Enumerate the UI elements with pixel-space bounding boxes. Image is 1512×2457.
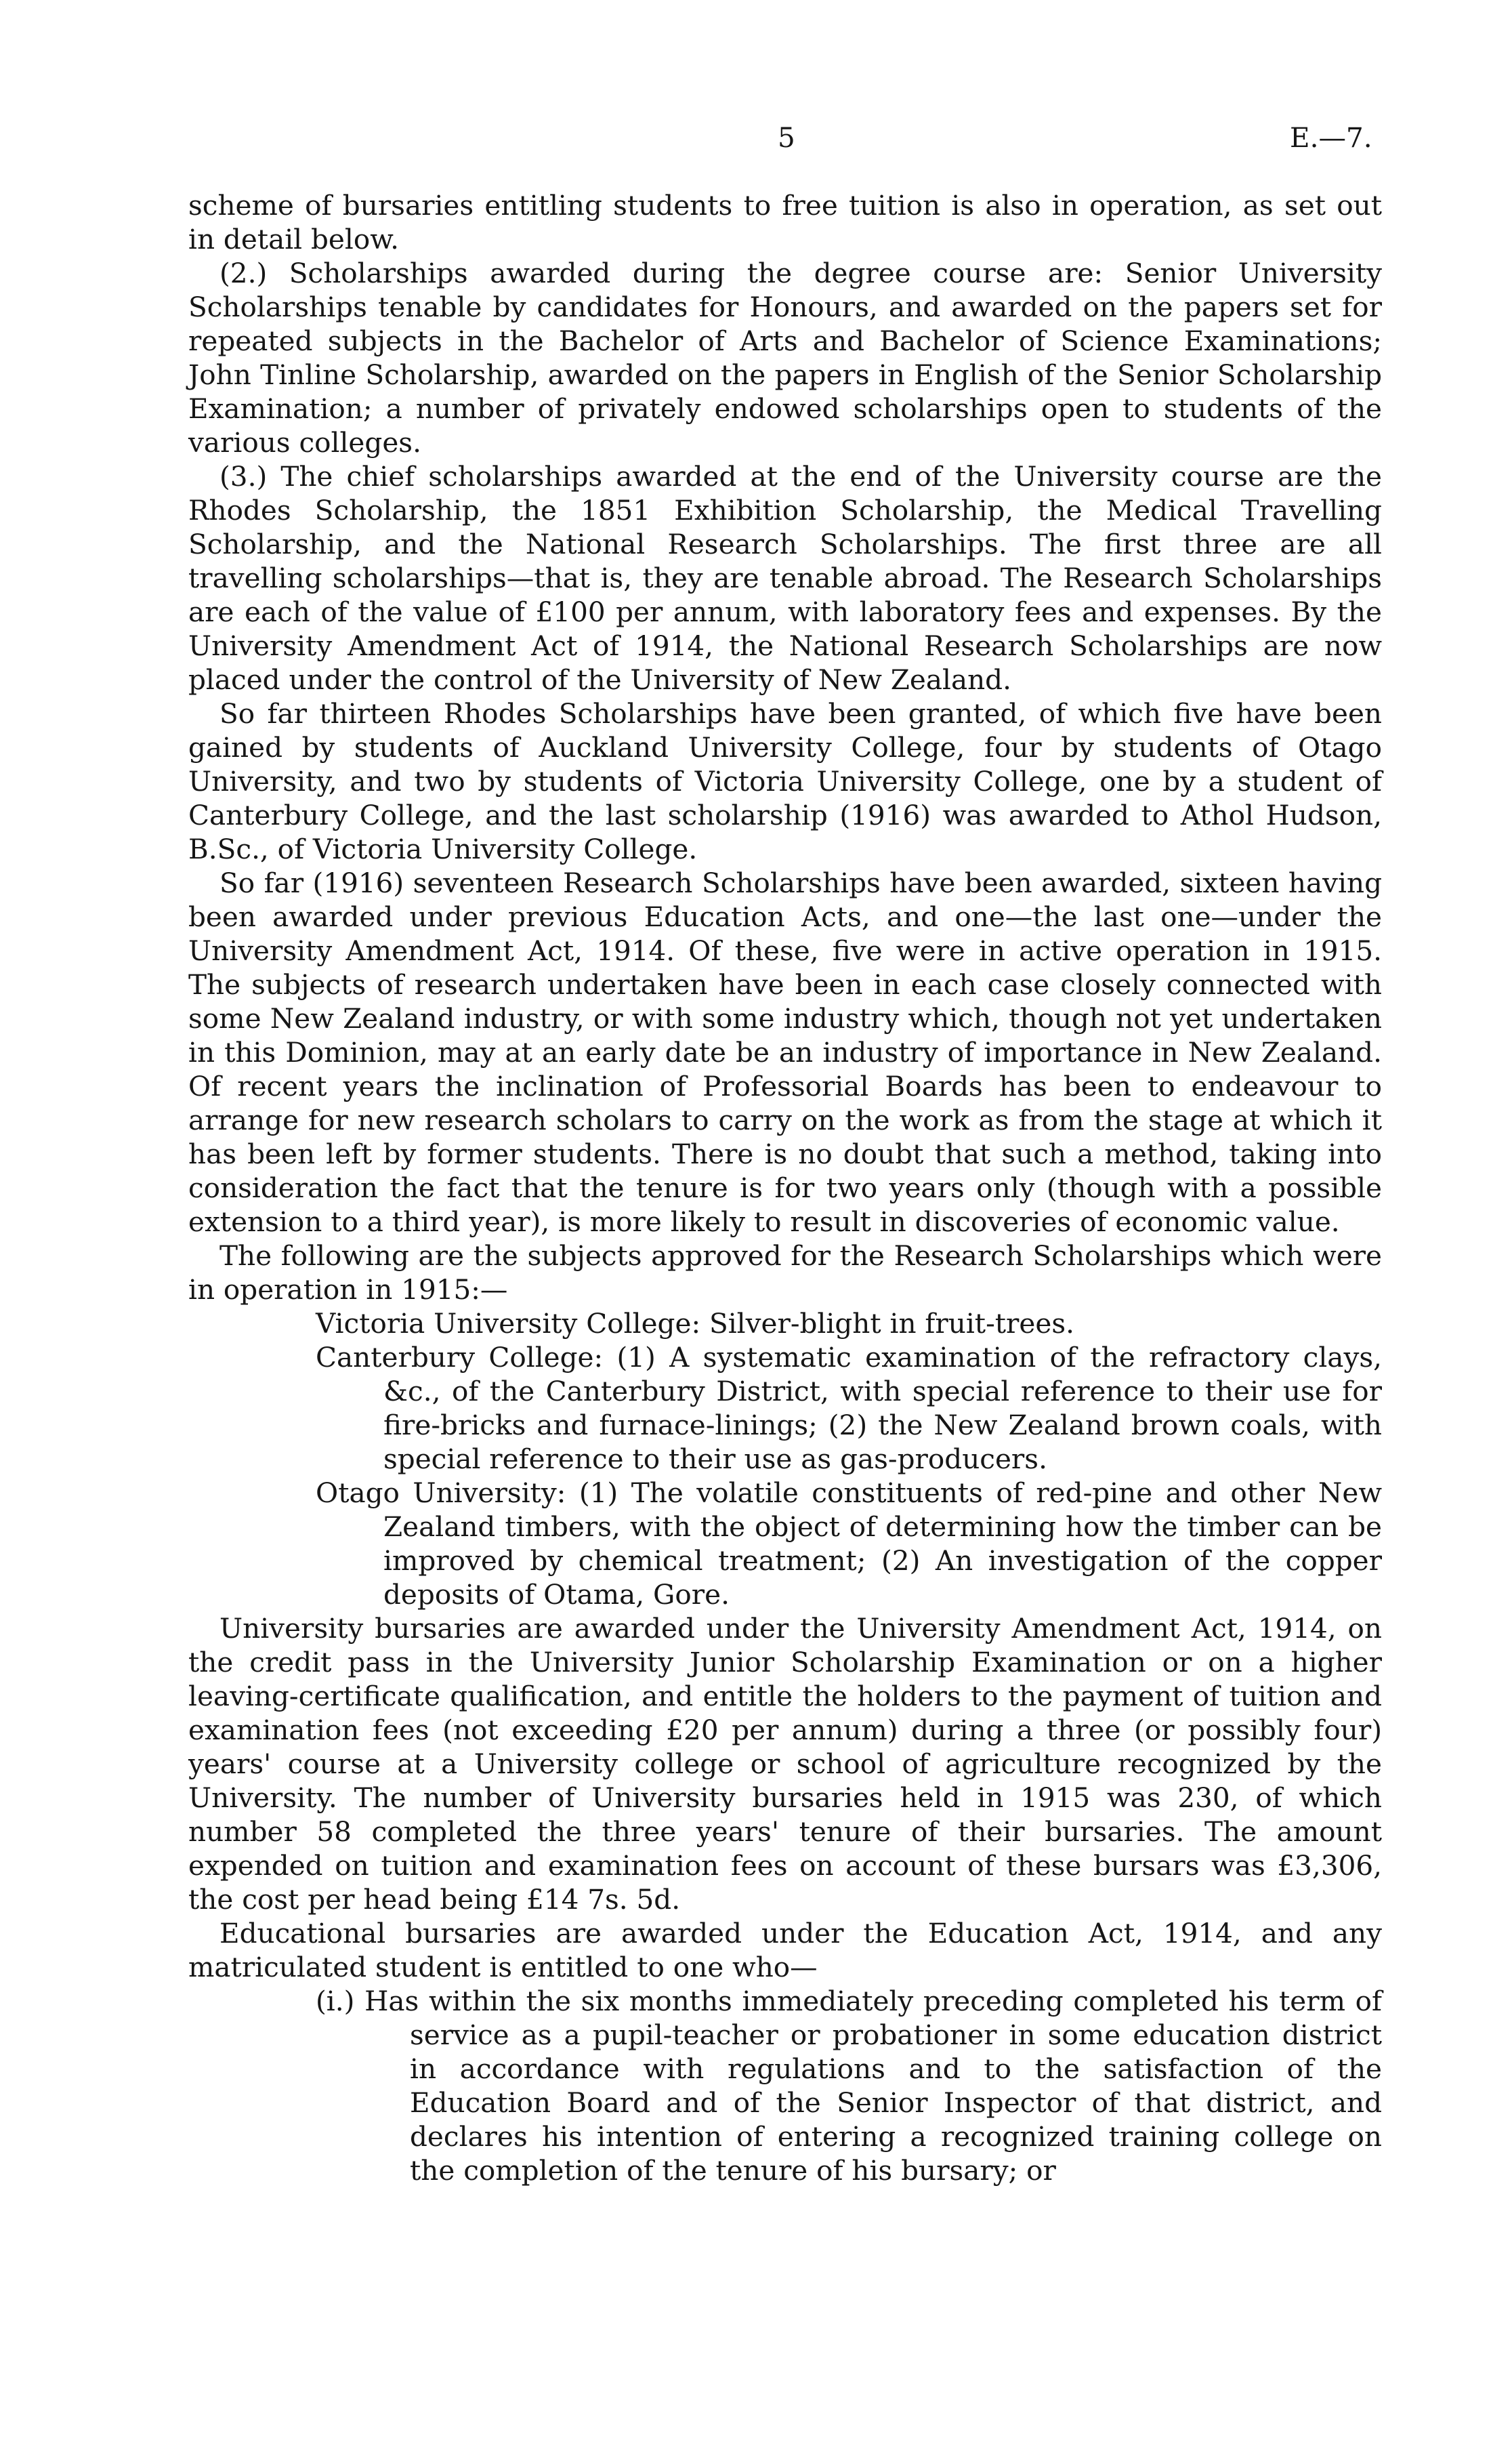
- paragraph-rhodes-scholarships: So far thirteen Rhodes Scholarships have been granted, of which five have been gained by students of Auckland University College, four by students of Otago University, and two by students of Victoria University College, one by a student of Canterbury College, and the last scholarship (1916) was awarded to Athol Hudson, B.Sc., of Victoria University College.: [188, 697, 1382, 865]
- document-reference: E.—7.: [1290, 121, 1372, 154]
- research-subject-item: Otago University: (1) The volatile constituents of red-pine and other New Zealand timbers, with the object of determining how the timber can be improved by chemical treatment; (2) An investigation of the copper deposits of Otama, Gore.: [316, 1477, 1382, 1611]
- paragraph-research-scholarships: So far (1916) seventeen Research Scholarships have been awarded, sixteen having been awarded under previous Education Acts, and one—the last one—under the University Amendment Act, 1914. Of these, five were in active operation in 1915. The subjects of research undertaken have been in each case closely connected with some New Zealand industry, or with some industry which, though not yet undertaken in this Dominion, may at an early date be an industry of importance in New Zealand. Of recent years the inclination of Professorial Boards has been to endeavour to arrange for new research scholars to carry on the work as from the stage at which it has been left by former students. There is no doubt that such a method, taking into consideration the fact that the tenure is for two years only (though with a possible extension to a third year), is more likely to result in discoveries of economic value.: [188, 867, 1382, 1238]
- paragraph-continuation: scheme of bursaries entitling students to free tuition is also in operation, as set out in detail below.: [188, 189, 1382, 255]
- bursary-condition-item: (i.) Has within the six months immediately preceding completed his term of service as a pupil-teacher or probationer in some education district in accordance with regulations and to the satisfaction of the Education Board and of the Senior Inspector of that district, and declares his intention of entering a recognized training college on the completion of the tenure of his bursary; or: [316, 1985, 1382, 2187]
- paragraph-university-bursaries: University bursaries are awarded under the University Amendment Act, 1914, on the credit pass in the University Junior Scholarship Examination or on a higher leaving-certificate qualification, and entitle the holders to the payment of tuition and examination fees (not exceeding £20 per annum) during a three (or possibly four) years' course at a University college or school of agriculture recognized by the University. The number of University bursaries held in 1915 was 230, of which number 58 completed the three years' tenure of their bursaries. The amount expended on tuition and examination fees on account of these bursars was £3,306, the cost per head being £14 7s. 5d.: [188, 1612, 1382, 1916]
- paragraph-educational-bursaries: Educational bursaries are awarded under the Education Act, 1914, and any matriculated student is entitled to one who—: [188, 1917, 1382, 1983]
- research-subjects-list: [188, 1306, 1382, 1611]
- page-number: 5: [778, 121, 795, 154]
- page-header: [0, 121, 1512, 156]
- bursary-conditions-list: [188, 1984, 1382, 2187]
- paragraph-subjects-intro: The following are the subjects approved for the Research Scholarships which were in operation in 1915:—: [188, 1239, 1382, 1306]
- document-body: [188, 188, 1382, 2187]
- research-subject-item: Victoria University College: Silver-blight in fruit-trees.: [316, 1307, 1074, 1340]
- paragraph-degree-scholarships: (2.) Scholarships awarded during the degree course are: Senior University Scholarships tenable by candidates for Honours, and awarded on the papers set for repeated subjects in the Bachelor of Arts and Bachelor of Science Examinations; John Tinline Scholarship, awarded on the papers in English of the Senior Scholarship Examination; a number of privately endowed scholarships open to students of the various colleges.: [188, 257, 1382, 459]
- research-subject-item: Canterbury College: (1) A systematic examination of the refractory clays, &c., of the Canterbury District, with special reference to their use for fire-bricks and furnace-linings; (2) the New Zealand brown coals, with special reference to their use as gas-producers.: [316, 1341, 1382, 1475]
- paragraph-chief-scholarships: (3.) The chief scholarships awarded at the end of the University course are the Rhodes Scholarship, the 1851 Exhibition Scholarship, the Medical Travelling Scholarship, and the National Research Scholarships. The first three are all travelling scholarships—that is, they are tenable abroad. The Research Scholarships are each of the value of £100 per annum, with laboratory fees and expenses. By the University Amendment Act of 1914, the National Research Scholarships are now placed under the control of the University of New Zealand.: [188, 460, 1382, 696]
